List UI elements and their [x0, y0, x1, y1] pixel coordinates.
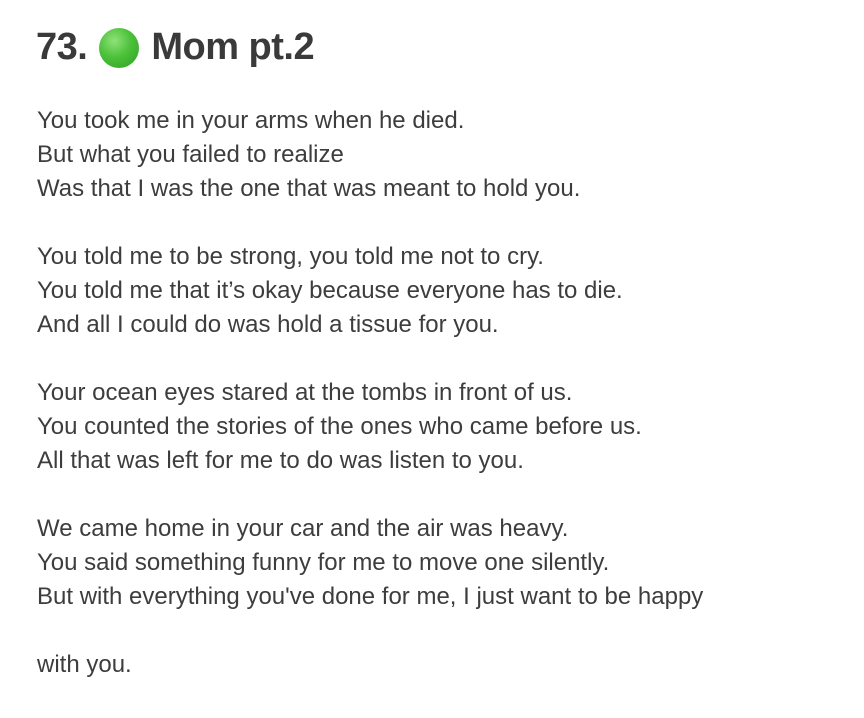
poem-line: And all I could do was hold a tissue for you.	[37, 311, 499, 338]
green-circle-icon	[99, 28, 139, 68]
note-body[interactable]	[37, 104, 837, 648]
note-title	[36, 24, 314, 70]
poem-line: We came home in your car and the air was heavy.	[37, 515, 569, 542]
poem-line: You counted the stories of the ones who came before us.	[37, 413, 642, 440]
title-number: 73.	[36, 25, 88, 68]
poem-line: All that was left for me to do was listen to you.	[37, 447, 524, 474]
poem-line: But what you failed to realize	[37, 141, 344, 168]
poem-line: But with everything you've done for me, I just want to be happy	[37, 583, 704, 610]
stanza	[37, 376, 837, 478]
title-text: Mom pt.2	[151, 25, 315, 68]
poem-line: You took me in your arms when he died.	[37, 107, 465, 134]
poem-line: Was that I was the one that was meant to hold you.	[37, 175, 581, 202]
stanza	[37, 104, 837, 206]
poem-final-line: with you.	[37, 651, 132, 678]
poem-line: You told me to be strong, you told me not to cry.	[37, 243, 544, 270]
poem-line: You told me that it’s okay because everyone has to die.	[37, 277, 623, 304]
poem-line: Your ocean eyes stared at the tombs in front of us.	[37, 379, 573, 406]
stanza	[37, 512, 837, 614]
poem-line: You said something funny for me to move one silently.	[37, 549, 610, 576]
stanza	[37, 240, 837, 342]
